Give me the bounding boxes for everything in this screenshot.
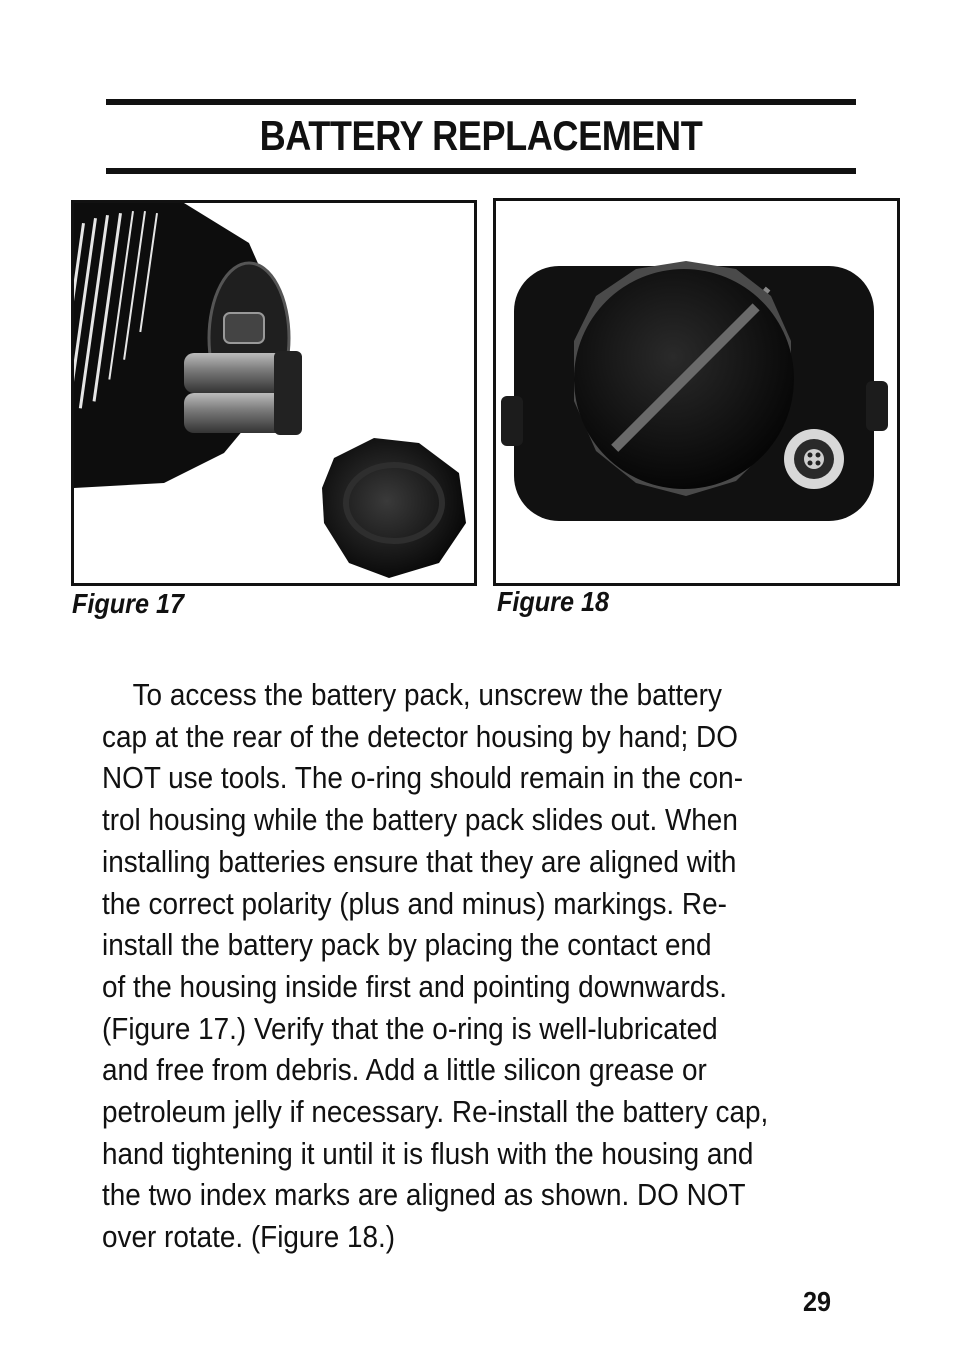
body-line: petroleum jelly if necessary. Re-install the battery cap, (102, 1094, 769, 1130)
header-top-rule (106, 99, 856, 105)
body-line: install the battery pack by placing the contact end (102, 927, 712, 963)
body-line: the correct polarity (plus and minus) markings. Re- (102, 885, 727, 921)
body-line: and free from debris. Add a little silicon grease or (102, 1052, 707, 1088)
header-bottom-rule (106, 168, 856, 174)
body-line: To access the battery pack, unscrew the battery (132, 677, 722, 712)
body-line: installing batteries ensure that they are aligned with (102, 843, 737, 879)
figure-18-photo (493, 198, 900, 586)
figure-17-photo (71, 200, 477, 586)
body-line: of the housing inside first and pointing downwards. (102, 968, 728, 1004)
figure-18-caption: Figure 18 (497, 586, 610, 617)
body-line: over rotate. (Figure 18.) (102, 1219, 396, 1255)
body-line: the two index marks are aligned as shown. DO NOT (102, 1177, 746, 1213)
page-number: 29 (803, 1286, 832, 1317)
body-line: trol housing while the battery pack slides out. When (102, 802, 738, 838)
body-line: cap at the rear of the detector housing by hand; DO (102, 718, 738, 754)
body-line: (Figure 17.) Verify that the o-ring is well-lubricated (102, 1010, 718, 1046)
body-line: NOT use tools. The o-ring should remain in the con- (102, 760, 743, 796)
body-line: hand tightening it until it is flush with the housing and (102, 1135, 754, 1171)
body-paragraph (102, 674, 862, 1258)
page-title: BATTERY REPLACEMENT (259, 112, 703, 159)
figure-17-caption: Figure 17 (72, 588, 185, 619)
